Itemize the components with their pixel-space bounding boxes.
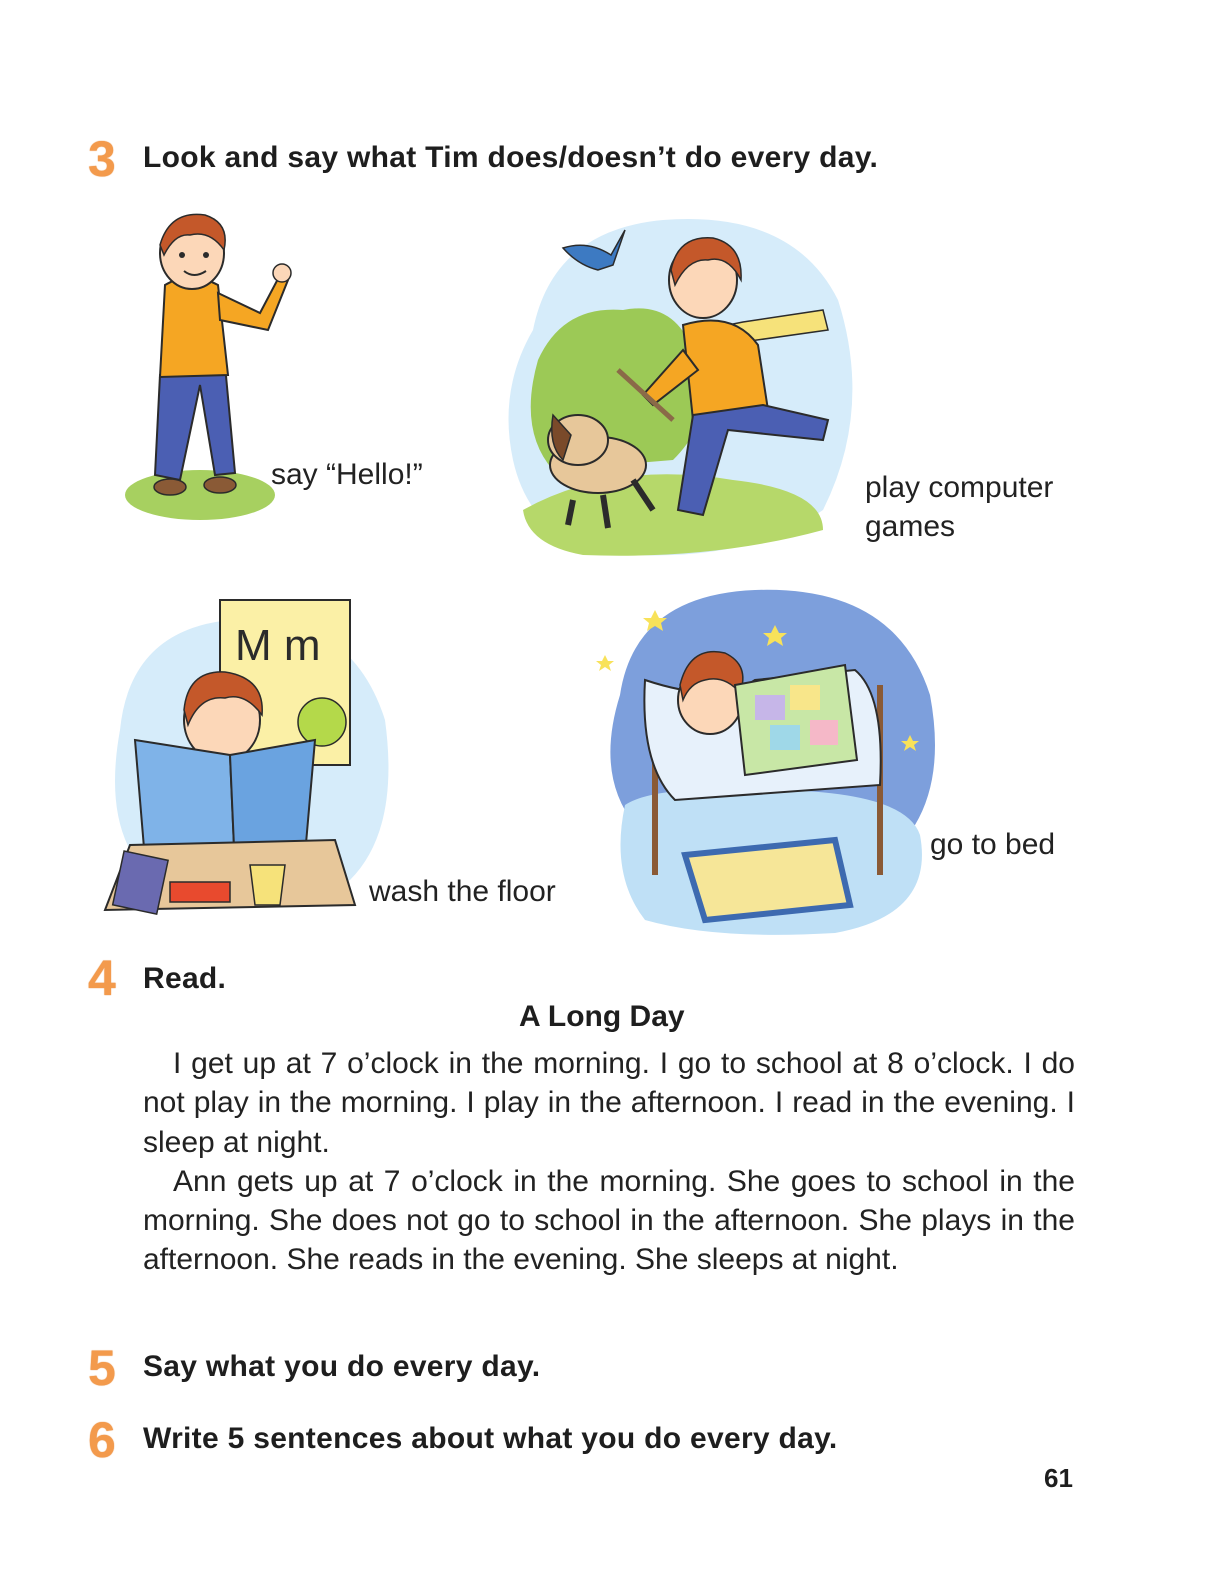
page-number: 61 [1044,1463,1073,1493]
exercise-5-number: 5 [88,1340,116,1396]
story-paragraph-1: I get up at 7 o’clock in the morning. I go to school at 8 o’clock. I do not play in the morning. I play in the afternoon. I read in the evening. I sleep at night. [143,1047,1075,1159]
exercise-5-instruction: Say what you do every day. [143,1350,541,1383]
story-paragraph-2: Ann gets up at 7 o’clock in the morning. She goes to school in the morning. She does not go to school in the afternoon. She plays in the afternoon. She reads in the evening. She sleeps at night. [143,1164,1075,1277]
caption-wash-the-floor: wash the floor [369,875,556,908]
tim-running-dog-illustration [493,210,863,565]
tim-reading-illustration [100,600,390,930]
exercise-4-number: 4 [88,950,116,1006]
exercise-6-number: 6 [88,1412,116,1468]
caption-go-to-bed: go to bed [930,828,1056,861]
caption-say-hello: say “Hello!” [271,458,423,491]
caption-line-1: play computer [865,471,1054,504]
exercise-3-instruction: Look and say what Tim does/doesn’t do every day. [143,141,879,174]
caption-play-computer-games [865,468,1053,546]
story-title: A Long Day [519,1000,685,1033]
exercise-3-number: 3 [88,131,116,187]
story-text [143,1044,1075,1280]
tim-sleeping-illustration [595,585,945,940]
exercise-4-instruction: Read. [143,962,227,995]
exercise-6-instruction: Write 5 sentences about what you do every day. [143,1422,838,1455]
caption-line-2: games [865,510,956,543]
poster-letters: M m [235,621,321,670]
